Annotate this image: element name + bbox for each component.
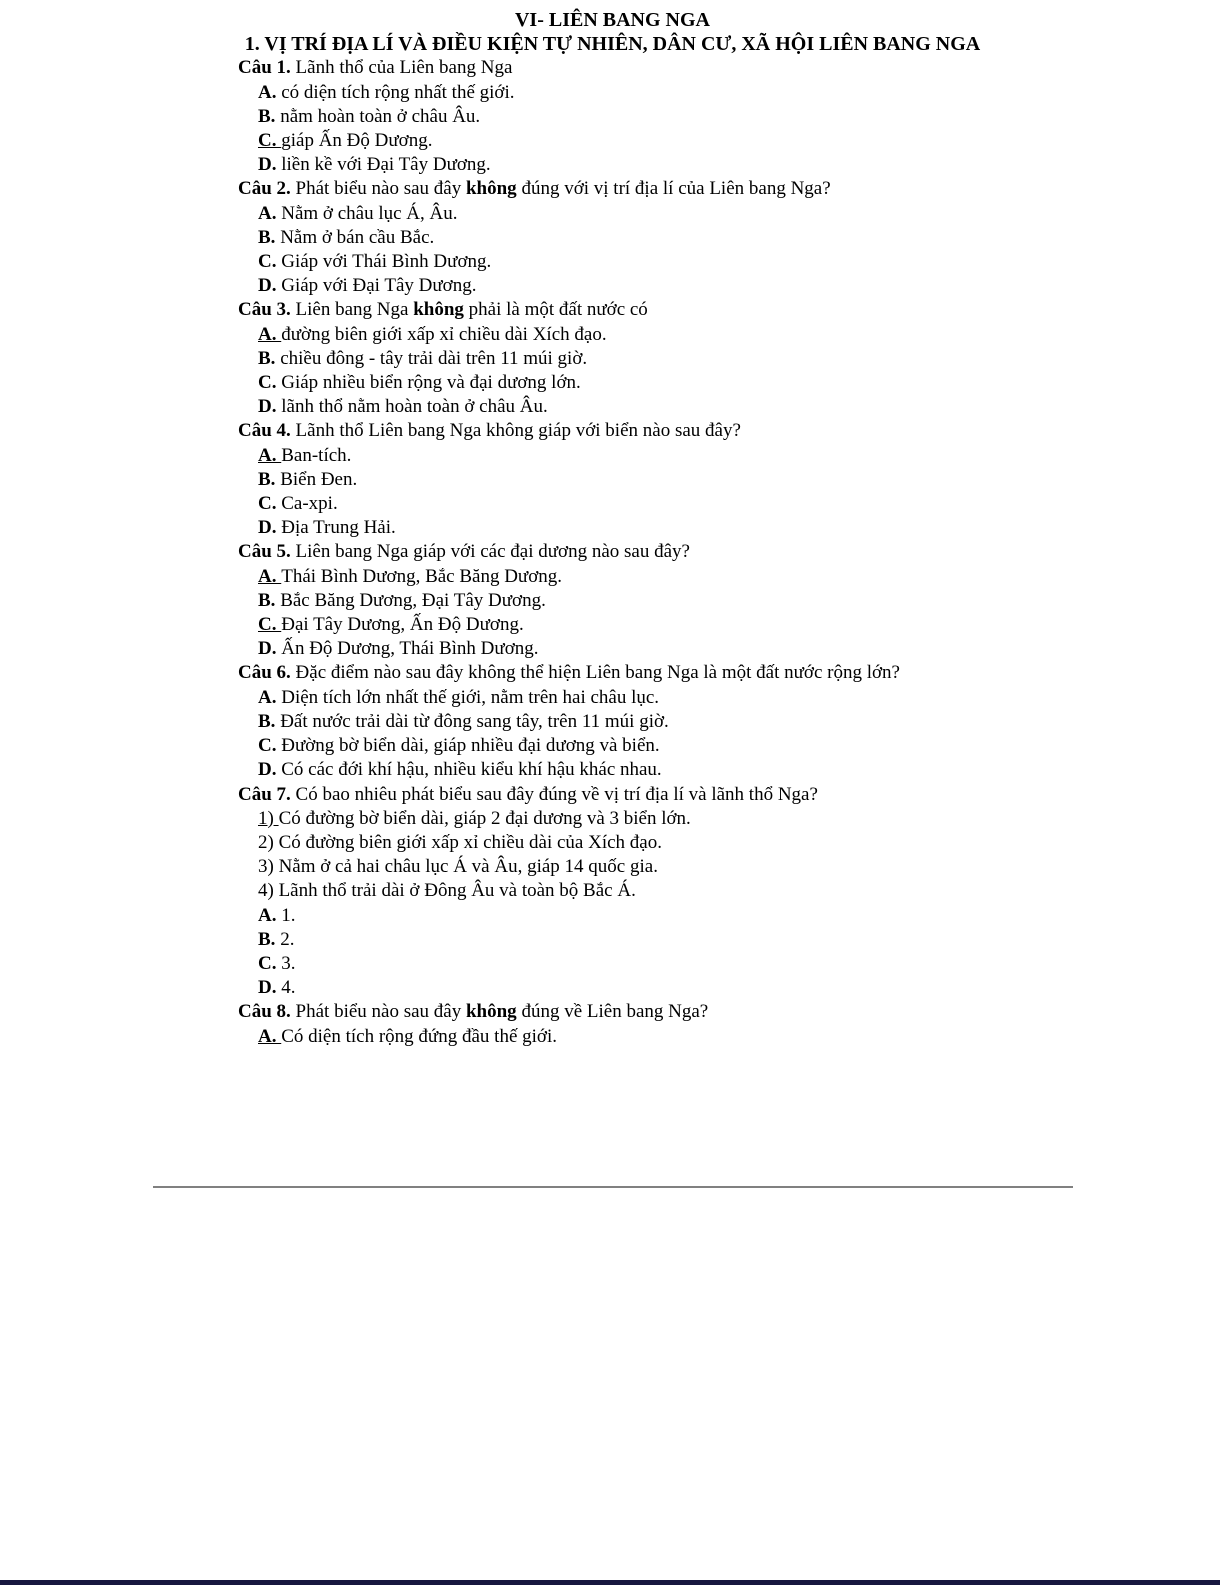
option-letter: C. — [258, 952, 282, 974]
question — [0, 661, 1225, 782]
question-number: Câu 7. — [238, 783, 296, 805]
section-title: 1. VỊ TRÍ ĐỊA LÍ VÀ ĐIỀU KIỆN TỰ NHIÊN, DÂN CƯ, XÃ HỘI LIÊN BANG NGA — [244, 33, 981, 56]
option-text: Đất nước trải dài từ đông sang tây, trên 11 múi giờ. — [280, 710, 669, 732]
option-text: Địa Trung Hải. — [281, 517, 396, 539]
answer-option — [0, 904, 1225, 928]
option-text: Bắc Băng Dương, Đại Tây Dương. — [280, 589, 546, 611]
answer-option — [0, 347, 1225, 371]
answer-option — [0, 613, 1225, 637]
option-letter: B. — [258, 710, 281, 732]
answer-option — [0, 395, 1225, 419]
question-list — [0, 56, 1225, 1048]
option-text: 1. — [281, 904, 296, 926]
answer-option — [0, 468, 1225, 492]
option-text: 2. — [280, 928, 295, 950]
answer-option — [0, 565, 1225, 589]
statement — [0, 879, 1225, 903]
answer-option — [0, 274, 1225, 298]
page-divider-line — [153, 1186, 1073, 1188]
option-text: Nằm ở bán cầu Bắc. — [280, 226, 435, 248]
stem-text: Có bao nhiêu phát biểu sau đây đúng về vị trí địa lí và lãnh thổ Nga? — [295, 783, 818, 805]
answer-option — [0, 226, 1225, 250]
question-stem — [0, 298, 1225, 322]
statement-text: Nằm ở cả hai châu lục Á và Âu, giáp 14 quốc gia. — [278, 856, 658, 878]
answer-option — [0, 976, 1225, 1000]
question — [0, 783, 1225, 1001]
option-letter: D. — [258, 154, 282, 176]
stem-text: đúng với vị trí địa lí của Liên bang Nga? — [516, 178, 831, 200]
option-letter: A. — [258, 323, 282, 345]
statement-text: Có đường bờ biển dài, giáp 2 đại dương và 3 biển lớn. — [278, 807, 691, 829]
stem-text: Liên bang Nga — [295, 299, 414, 321]
question-stem — [0, 783, 1225, 807]
option-text: Ấn Độ Dương, Thái Bình Dương. — [281, 638, 539, 660]
option-letter: B. — [258, 928, 281, 950]
option-letter: C. — [258, 735, 282, 757]
option-letter: C. — [258, 614, 282, 636]
question-stem — [0, 56, 1225, 80]
option-letter: D. — [258, 977, 282, 999]
option-text: Ca-xpi. — [281, 493, 338, 515]
option-letter: B. — [258, 589, 281, 611]
option-letter: C. — [258, 251, 282, 273]
option-letter: C. — [258, 372, 282, 394]
option-letter: C. — [258, 493, 282, 515]
option-letter: A. — [258, 686, 282, 708]
answer-option — [0, 710, 1225, 734]
answer-option — [0, 250, 1225, 274]
statement-number: 3) — [258, 856, 279, 878]
question — [0, 56, 1225, 177]
question — [0, 177, 1225, 298]
option-text: Giáp nhiều biển rộng và đại dương lớn. — [281, 372, 581, 394]
answer-option — [0, 758, 1225, 782]
stem-emphasis: không — [413, 299, 464, 321]
option-text: Giáp với Đại Tây Dương. — [281, 275, 477, 297]
option-text: Ban-tích. — [281, 444, 352, 466]
document-title: VI- LIÊN BANG NGA — [514, 9, 711, 31]
statement-number: 4) — [258, 880, 279, 902]
question — [0, 1000, 1225, 1048]
option-text: lãnh thổ nằm hoàn toàn ở châu Âu. — [281, 396, 548, 418]
option-letter: A. — [258, 904, 282, 926]
option-text: Diện tích lớn nhất thế giới, nằm trên hai châu lục. — [281, 686, 660, 708]
option-text: Có diện tích rộng đứng đầu thế giới. — [281, 1025, 557, 1047]
answer-option — [0, 589, 1225, 613]
stem-text: phải là một đất nước có — [463, 299, 648, 321]
answer-option — [0, 444, 1225, 468]
option-letter: A. — [258, 444, 282, 466]
option-letter: B. — [258, 105, 281, 127]
option-letter: B. — [258, 347, 281, 369]
question-number: Câu 4. — [238, 420, 296, 442]
option-letter: D. — [258, 517, 282, 539]
answer-option — [0, 492, 1225, 516]
option-letter: B. — [258, 468, 281, 490]
option-text: Thái Bình Dương, Bắc Băng Dương. — [281, 565, 563, 587]
stem-text: Đặc điểm nào sau đây không thể hiện Liên bang Nga là một đất nước rộng lớn? — [295, 662, 900, 684]
question — [0, 419, 1225, 540]
question-stem — [0, 177, 1225, 201]
option-text: liền kề với Đại Tây Dương. — [281, 154, 491, 176]
statement — [0, 855, 1225, 879]
statement-number: 2) — [258, 831, 279, 853]
option-text: Giáp với Thái Bình Dương. — [281, 251, 492, 273]
stem-emphasis: không — [465, 178, 517, 200]
answer-option — [0, 81, 1225, 105]
stem-text: Lãnh thổ Liên bang Nga không giáp với biển nào sau đây? — [295, 420, 741, 442]
option-text: 4. — [281, 977, 296, 999]
question-stem — [0, 540, 1225, 564]
answer-option — [0, 202, 1225, 226]
option-text: Có các đới khí hậu, nhiều kiểu khí hậu khác nhau. — [281, 759, 662, 781]
statement — [0, 807, 1225, 831]
question-stem — [0, 419, 1225, 443]
option-letter: A. — [258, 1025, 282, 1047]
answer-option — [0, 952, 1225, 976]
stem-text: Lãnh thổ của Liên bang Nga — [295, 57, 513, 79]
option-text: có diện tích rộng nhất thế giới. — [281, 81, 515, 103]
option-text: Biển Đen. — [280, 468, 358, 490]
answer-option — [0, 637, 1225, 661]
option-letter: C. — [258, 130, 282, 152]
question-stem — [0, 661, 1225, 685]
option-letter: D. — [258, 275, 282, 297]
option-letter: B. — [258, 226, 281, 248]
answer-option — [0, 734, 1225, 758]
answer-option — [0, 323, 1225, 347]
question-number: Câu 3. — [238, 299, 296, 321]
answer-option — [0, 371, 1225, 395]
question-number: Câu 6. — [238, 662, 296, 684]
option-text: Nằm ở châu lục Á, Âu. — [281, 202, 458, 224]
answer-option — [0, 686, 1225, 710]
stem-text: Phát biểu nào sau đây — [295, 178, 466, 200]
statement-text: Có đường biên giới xấp xỉ chiều dài của Xích đạo. — [278, 831, 662, 853]
answer-option — [0, 516, 1225, 540]
stem-text: Phát biểu nào sau đây — [295, 1001, 466, 1023]
statement-number: 1) — [258, 807, 279, 829]
option-text: nằm hoàn toàn ở châu Âu. — [280, 105, 481, 127]
page-bottom-bar — [0, 1580, 1220, 1585]
answer-option — [0, 153, 1225, 177]
option-text: chiều đông - tây trải dài trên 11 múi giờ. — [280, 347, 588, 369]
answer-option — [0, 105, 1225, 129]
question-number: Câu 2. — [238, 178, 296, 200]
option-text: giáp Ấn Độ Dương. — [281, 130, 433, 152]
question-stem — [0, 1000, 1225, 1024]
option-letter: A. — [258, 202, 282, 224]
option-text: 3. — [281, 952, 296, 974]
option-text: đường biên giới xấp xỉ chiều dài Xích đạo. — [281, 323, 607, 345]
statement — [0, 831, 1225, 855]
question-number: Câu 8. — [238, 1001, 296, 1023]
option-text: Đại Tây Dương, Ấn Độ Dương. — [281, 614, 524, 636]
option-letter: A. — [258, 565, 282, 587]
statement-text: Lãnh thổ trải dài ở Đông Âu và toàn bộ Bắc Á. — [278, 880, 636, 902]
answer-option — [0, 129, 1225, 153]
question — [0, 298, 1225, 419]
option-text: Đường bờ biển dài, giáp nhiều đại dương và biển. — [281, 735, 660, 757]
option-letter: D. — [258, 759, 282, 781]
question-number: Câu 1. — [238, 57, 296, 79]
option-letter: D. — [258, 638, 282, 660]
question-number: Câu 5. — [238, 541, 296, 563]
stem-text: Liên bang Nga giáp với các đại dương nào sau đây? — [295, 541, 690, 563]
option-letter: D. — [258, 396, 282, 418]
option-letter: A. — [258, 81, 282, 103]
answer-option — [0, 928, 1225, 952]
stem-text: đúng về Liên bang Nga? — [516, 1001, 709, 1023]
stem-emphasis: không — [465, 1001, 517, 1023]
question — [0, 540, 1225, 661]
answer-option — [0, 1025, 1225, 1049]
